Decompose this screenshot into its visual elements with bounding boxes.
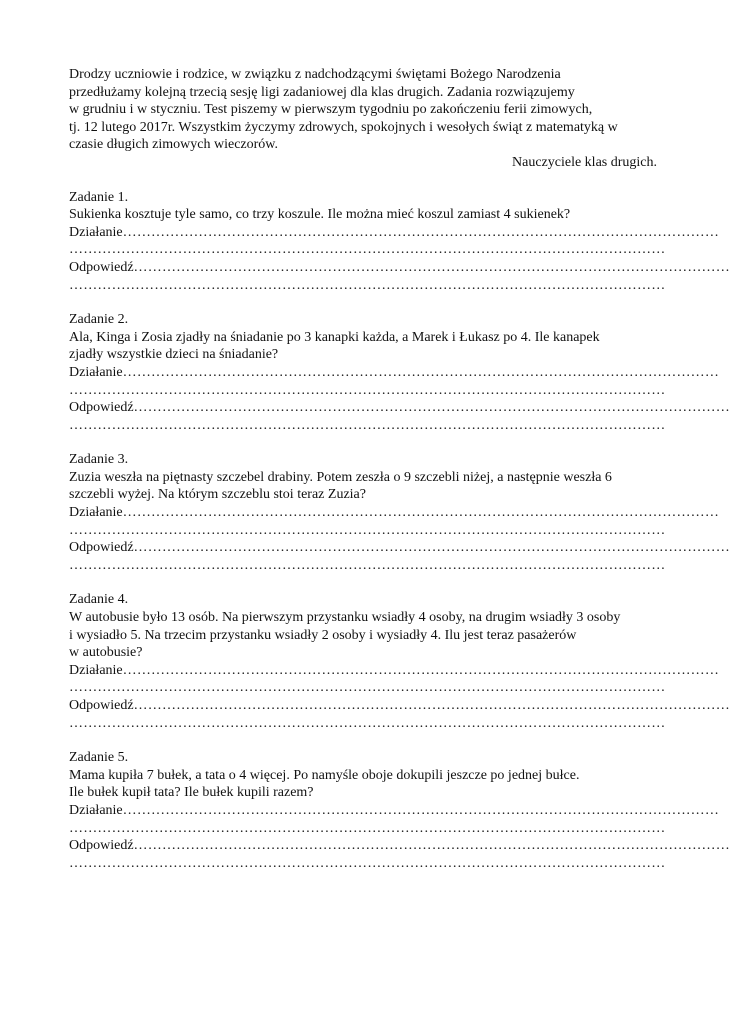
task-text-line: i wysiadło 5. Na trzecim przystanku wsiadły 2 osoby i wysiadły 4. Ilu jest teraz pasażerów — [69, 627, 577, 643]
answer-dotted-line[interactable]: ……………………………………………………………………………………………………………… — [69, 242, 666, 258]
task-text-line: Mama kupiła 7 bułek, a tata o 4 więcej. Po namyśle oboje dokupili jeszcze po jednej bułce. — [69, 767, 580, 783]
answer-dotted-line[interactable]: ……………………………………………………………………………………………………………… — [69, 680, 666, 696]
answer-dotted-line[interactable]: ……………………………………………………………………………………………………………… — [69, 382, 666, 398]
dotted-fill: ……………………………………………………………………………………………………………… — [133, 400, 730, 416]
intro-letter — [69, 66, 657, 172]
task-text-line: szczebli wyżej. Na którym szczeblu stoi teraz Zuzia? — [69, 487, 366, 503]
answer-field[interactable] — [69, 539, 730, 557]
dotted-fill: ……………………………………………………………………………………………………………… — [122, 662, 720, 678]
work-field[interactable] — [69, 364, 720, 382]
dotted-fill: ……………………………………………………………………………………………………………… — [133, 259, 730, 275]
work-field[interactable] — [69, 504, 720, 522]
worksheet-page — [69, 66, 730, 872]
dotted-fill: ……………………………………………………………………………………………………………… — [133, 698, 730, 713]
task-text-line: W autobusie było 13 osób. Na pierwszym przystanku wsiadły 4 osoby, na drugim wsiadły 3 osoby — [69, 610, 621, 626]
task-5 — [69, 749, 730, 872]
task-3 — [69, 451, 730, 574]
answer-dotted-line[interactable]: ……………………………………………………………………………………………………………… — [69, 522, 666, 538]
work-label: Działanie — [69, 364, 123, 380]
answer-dotted-line[interactable]: ……………………………………………………………………………………………………………… — [69, 715, 666, 731]
answer-dotted-line[interactable]: ……………………………………………………………………………………………………………… — [69, 820, 666, 836]
answer-label: Odpowiedź — [69, 259, 134, 275]
task-title: Zadanie 1. — [69, 189, 129, 205]
intro-line: tj. 12 lutego 2017r. Wszystkim życzymy zdrowych, spokojnych i wesołych świąt z matematyką w — [69, 119, 618, 135]
answer-dotted-line[interactable]: ……………………………………………………………………………………………………………… — [69, 417, 666, 433]
task-title: Zadanie 3. — [69, 452, 129, 468]
work-label: Działanie — [69, 505, 123, 521]
answer-field[interactable] — [69, 399, 730, 417]
task-text-line: Zuzia weszła na piętnasty szczebel drabiny. Potem zeszła o 9 szczebli niżej, a następnie weszła 6 — [69, 469, 612, 485]
work-field[interactable] — [69, 662, 720, 680]
answer-field[interactable] — [69, 697, 730, 715]
answer-label: Odpowiedź — [69, 400, 134, 416]
task-title: Zadanie 4. — [69, 592, 129, 608]
answer-label: Odpowiedź — [69, 698, 134, 713]
task-text-line: w autobusie? — [69, 645, 143, 661]
work-label: Działanie — [69, 802, 123, 818]
task-text-line: Ile bułek kupił tata? Ile bułek kupili razem? — [69, 785, 314, 801]
work-label: Działanie — [69, 224, 123, 240]
task-1 — [69, 189, 730, 295]
answer-label: Odpowiedź — [69, 540, 134, 556]
dotted-fill: ……………………………………………………………………………………………………………… — [133, 540, 730, 556]
answer-field[interactable] — [69, 259, 730, 277]
dotted-fill: ……………………………………………………………………………………………………………… — [122, 364, 720, 380]
intro-line: czasie długich zimowych wieczorów. — [69, 137, 279, 153]
work-field[interactable] — [69, 802, 720, 820]
intro-line: w grudniu i w styczniu. Test piszemy w pierwszym tygodniu po zakończeniu ferii zimowych, — [69, 102, 593, 118]
task-text-line: Sukienka kosztuje tyle samo, co trzy koszule. Ile można mieć koszul zamiast 4 sukienek? — [69, 207, 571, 223]
dotted-fill: ……………………………………………………………………………………………………………… — [122, 505, 720, 521]
task-2 — [69, 311, 730, 434]
work-label: Działanie — [69, 662, 123, 678]
dotted-fill: ……………………………………………………………………………………………………………… — [122, 224, 720, 240]
answer-dotted-line[interactable]: ……………………………………………………………………………………………………………… — [69, 277, 666, 293]
answer-dotted-line[interactable]: ……………………………………………………………………………………………………………… — [69, 855, 666, 871]
dotted-fill: ……………………………………………………………………………………………………………… — [133, 838, 730, 854]
answer-dotted-line[interactable]: ……………………………………………………………………………………………………………… — [69, 557, 666, 573]
task-text-line: zjadły wszystkie dzieci na śniadanie? — [69, 347, 279, 363]
intro-line: przedłużamy kolejną trzecią sesję ligi zadaniowej dla klas drugich. Zadania rozwiązujemy — [69, 84, 575, 100]
intro-line: Drodzy uczniowie i rodzice, w związku z nadchodzącymi świętami Bożego Narodzenia — [69, 67, 561, 82]
teachers-signature: Nauczyciele klas drugich. — [512, 154, 657, 170]
answer-label: Odpowiedź — [69, 838, 134, 854]
task-title: Zadanie 2. — [69, 312, 129, 328]
work-field[interactable] — [69, 224, 720, 242]
task-text-line: Ala, Kinga i Zosia zjadły na śniadanie po 3 kanapki każda, a Marek i Łukasz po 4. Ile kanapek — [69, 329, 600, 345]
task-title: Zadanie 5. — [69, 750, 129, 766]
task-4 — [69, 591, 730, 732]
answer-field[interactable] — [69, 837, 730, 855]
dotted-fill: ……………………………………………………………………………………………………………… — [122, 802, 720, 818]
